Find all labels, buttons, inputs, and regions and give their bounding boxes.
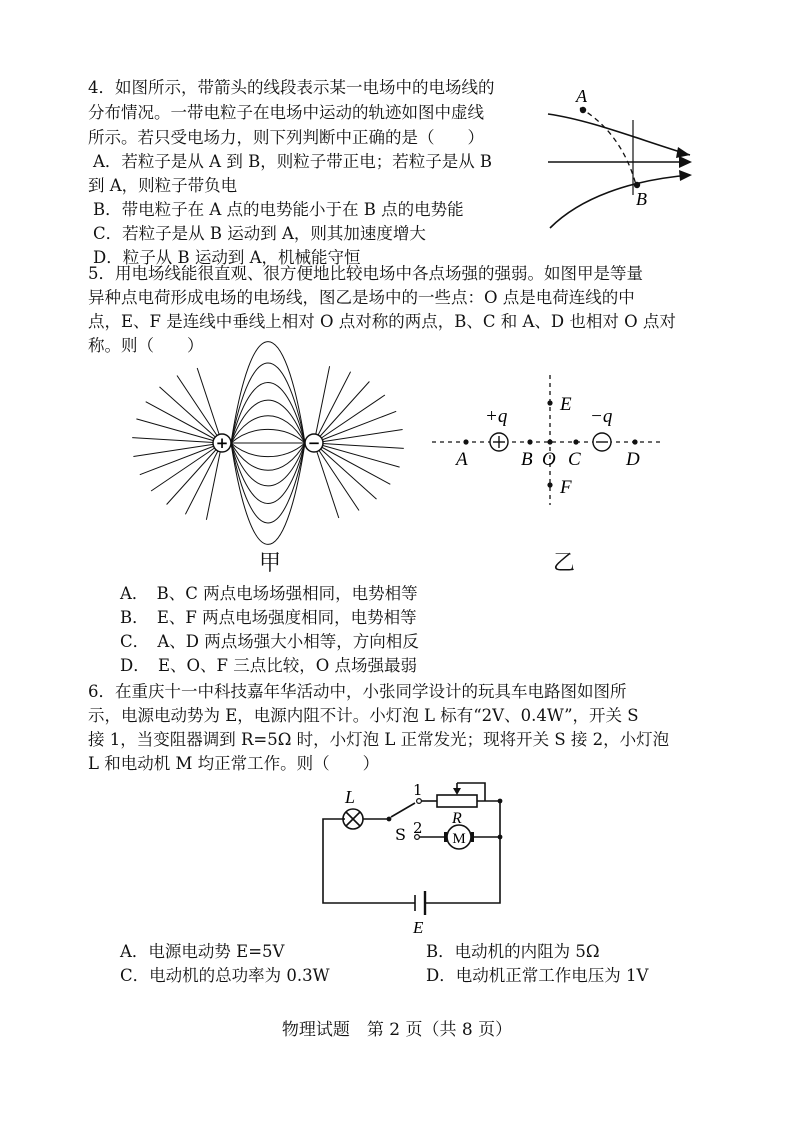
field-line-right	[314, 382, 369, 444]
q5-stem-line-3: 点，E、F 是连线中垂线上相对 O 点对称的两点，B、C 和 A、D 也相对 O 点对	[88, 312, 676, 331]
lamp-l-label: L	[345, 787, 356, 807]
field-line-arc	[231, 383, 305, 443]
q5-option-a: A． B、C 两点电场场强相同，电势相等	[120, 584, 418, 603]
field-line-right	[314, 430, 403, 444]
q4-option-a: A．若粒子是从 A 到 B，则粒子带正电；若粒子是从 B	[93, 152, 493, 171]
rheostat-r-label: R	[452, 810, 462, 827]
field-line-arc	[231, 443, 305, 503]
field-line-arc	[231, 400, 305, 443]
field-line-left	[132, 438, 222, 443]
field-line-right	[314, 395, 385, 443]
contact-2-label: 2	[413, 819, 423, 837]
figure-jia-caption: 甲	[259, 551, 282, 576]
point-e-label: E	[560, 394, 572, 415]
q5-stem-line-1: 5．用电场线能很直观、很方便地比较电场中各点场强的强弱。如图甲是等量	[88, 264, 643, 283]
q5-option-d: D． E、O、F 三点比较，O 点场强最弱	[120, 656, 418, 675]
field-line-left	[133, 443, 222, 457]
field-line-left	[206, 443, 222, 520]
field-line-arc	[231, 429, 305, 443]
field-line-arc	[231, 363, 305, 443]
q6-stem-line-3: 接 1，当变阻器调到 R=5Ω 时，小灯泡 L 正常发光；现将开关 S 接 2，小灯泡	[88, 730, 670, 749]
figure-yi-caption: 乙	[553, 551, 576, 576]
q4-option-b: B．带电粒子在 A 点的电势能小于在 B 点的电势能	[93, 200, 464, 219]
q4-stem-line-2: 分布情况。一带电粒子在电场中运动的轨迹如图中虚线	[88, 103, 484, 122]
q6-option-c: C．电动机的总功率为 0.3W	[120, 966, 330, 985]
q4-option-a-cont: 到 A，则粒子带负电	[88, 176, 238, 195]
plus-q-label: +q	[485, 406, 508, 427]
point-d-label: D	[626, 449, 640, 470]
q4-stem-line-3: 所示。若只受电场力，则下列判断中正确的是（ ）	[88, 128, 484, 147]
field-line-left	[167, 443, 222, 505]
field-line-right	[314, 372, 351, 443]
point-f-label: F	[560, 477, 572, 498]
q6-option-a: A．电源电动势 E=5V	[120, 942, 285, 961]
point-b-label: B	[521, 449, 533, 470]
page-footer: 物理试题 第 2 页（共 8 页）	[281, 1020, 513, 1040]
source-e-label: E	[413, 918, 424, 937]
switch-s-label: S	[395, 825, 406, 844]
q6-circuit-figure	[315, 775, 515, 935]
q6-stem-line-1: 6．在重庆十一中科技嘉年华活动中，小张同学设计的玩具车电路图如图所	[88, 682, 627, 701]
field-line-arc	[231, 443, 305, 523]
q4-stem-line-1: 4．如图所示，带箭头的线段表示某一电场中的电场线的	[88, 78, 495, 97]
minus-charge-sign: −	[307, 434, 321, 452]
q6-stem-line-4: L 和电动机 M 均正常工作。则（ ）	[88, 754, 380, 773]
q5-stem-line-2: 异种点电荷形成电场的电场线，图乙是场中的一些点：O 点是电荷连线的中	[88, 288, 635, 307]
field-line-left	[140, 443, 222, 475]
q5-option-c: C． A、D 两点场强大小相等，方向相反	[120, 632, 419, 651]
q4-option-c: C．若粒子是从 B 运动到 A，则其加速度增大	[93, 224, 426, 243]
q5-option-b: B． E、F 两点电场强度相同，电势相等	[120, 608, 417, 627]
q4-point-b-label: B	[636, 189, 647, 209]
contact-1-label: 1	[413, 781, 423, 799]
q6-option-b: B．电动机的内阻为 5Ω	[426, 942, 600, 961]
field-line-right	[314, 443, 404, 448]
q4-option-d: D．粒子从 B 运动到 A，机械能守恒	[93, 248, 361, 267]
point-c-label: C	[568, 449, 581, 470]
q5-dipole-field-figure	[130, 360, 410, 530]
field-line-left	[151, 443, 222, 491]
q5-points-figure	[430, 370, 670, 510]
field-line-right	[314, 411, 396, 443]
q5-stem-line-4: 称。则（ ）	[88, 336, 204, 355]
field-line-arc	[231, 443, 305, 486]
q6-stem-line-2: 示，电源电动势为 E，电源内阻不计。小灯泡 L 标有“2V、0.4W”，开关 S	[88, 706, 639, 725]
point-o-label: O	[542, 449, 556, 470]
point-a-label: A	[456, 449, 468, 470]
q4-field-line-figure	[540, 80, 710, 240]
motor-m-label: M	[452, 831, 466, 847]
field-line-left	[185, 443, 222, 514]
q4-point-a-label: A	[576, 86, 587, 106]
q6-option-d: D．电动机正常工作电压为 1V	[426, 966, 649, 985]
field-line-arc	[231, 443, 305, 457]
minus-q-label: −q	[590, 406, 613, 427]
plus-charge-sign: +	[215, 434, 229, 452]
field-line-right	[314, 366, 330, 443]
